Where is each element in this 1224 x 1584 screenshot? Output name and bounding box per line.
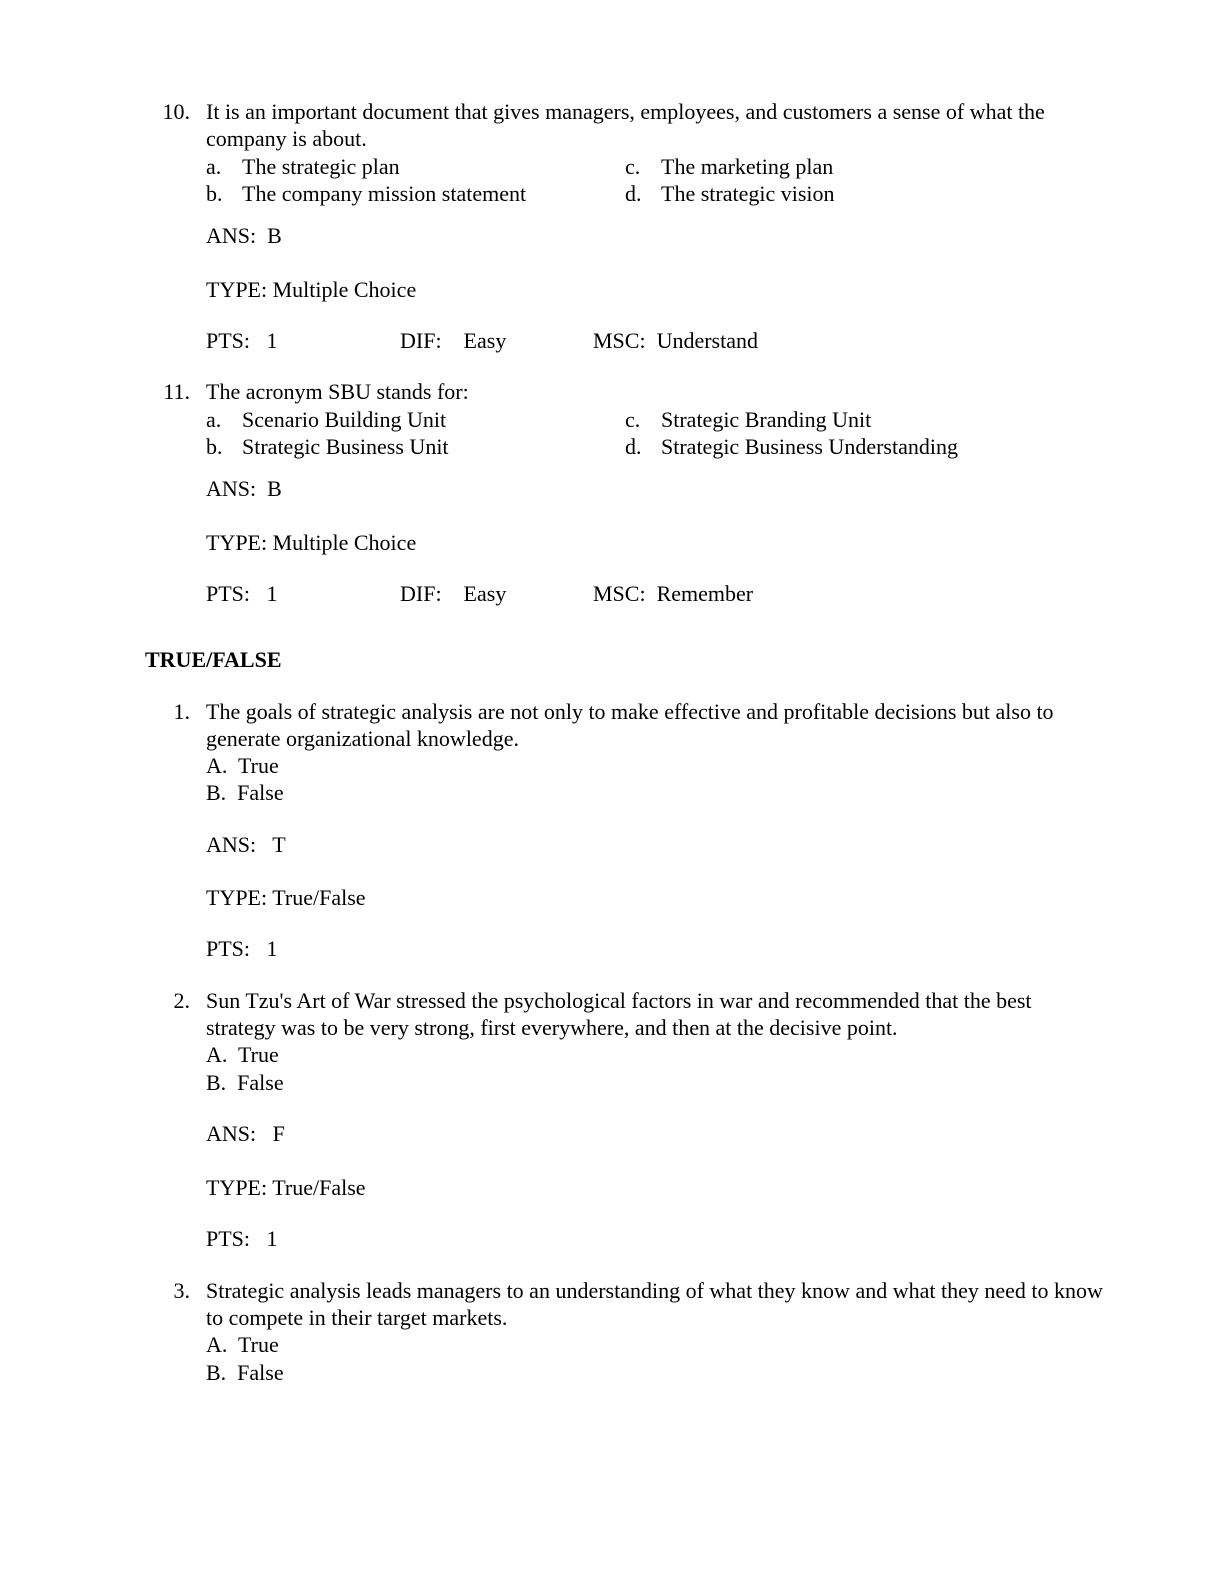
option-a: a. The strategic plan xyxy=(206,154,400,179)
question-text: It is an important document that gives managers, employees, and customers a sense of what the company is about. xyxy=(206,99,1045,151)
answer: ANS: F xyxy=(206,1121,285,1146)
option-false: B. False xyxy=(206,780,284,805)
points: PTS: 1 xyxy=(206,581,278,606)
option-b: b. The company mission statement xyxy=(206,181,527,206)
option-true: A. True xyxy=(206,1332,279,1357)
option-c: c. The marketing plan xyxy=(625,154,834,179)
msc-level: MSC: Understand xyxy=(593,328,758,353)
points: PTS: 1 xyxy=(206,1226,278,1251)
question-number: 10. xyxy=(162,99,190,124)
option-false: B. False xyxy=(206,1360,284,1385)
option-d: d. Strategic Business Understanding xyxy=(625,434,958,459)
question-text: The acronym SBU stands for: xyxy=(206,379,469,404)
question-type: TYPE: True/False xyxy=(206,885,366,910)
option-true: A. True xyxy=(206,753,279,778)
question-number: 1. xyxy=(173,699,190,724)
option-b: b. Strategic Business Unit xyxy=(206,434,449,459)
question-type: TYPE: True/False xyxy=(206,1175,366,1200)
option-true: A. True xyxy=(206,1042,279,1067)
question-text: Strategic analysis leads managers to an understanding of what they know and what they need to know to compete in their target markets. xyxy=(206,1278,1103,1330)
question-number: 11. xyxy=(163,379,190,404)
msc-level: MSC: Remember xyxy=(593,581,754,606)
option-c: c. Strategic Branding Unit xyxy=(625,407,872,432)
points: PTS: 1 xyxy=(206,328,278,353)
option-d: d. The strategic vision xyxy=(625,181,835,206)
question-text: Sun Tzu's Art of War stressed the psychological factors in war and recommended that the best strategy was to be very strong, first everywhere, and then at the decisive point. xyxy=(206,988,1032,1040)
answer: ANS: B xyxy=(206,223,282,248)
question-text: The goals of strategic analysis are not only to make effective and profitable decisions but also to generate organizational knowledge. xyxy=(206,699,1054,751)
answer: ANS: T xyxy=(206,832,286,857)
option-a: a. Scenario Building Unit xyxy=(206,407,447,432)
difficulty: DIF: Easy xyxy=(400,328,507,353)
difficulty: DIF: Easy xyxy=(400,581,507,606)
question-type: TYPE: Multiple Choice xyxy=(206,530,417,555)
points: PTS: 1 xyxy=(206,936,278,961)
question-type: TYPE: Multiple Choice xyxy=(206,277,417,302)
answer: ANS: B xyxy=(206,476,282,501)
question-number: 3. xyxy=(173,1278,190,1303)
option-false: B. False xyxy=(206,1070,284,1095)
question-number: 2. xyxy=(173,988,190,1013)
section-title: TRUE/FALSE xyxy=(145,647,282,672)
